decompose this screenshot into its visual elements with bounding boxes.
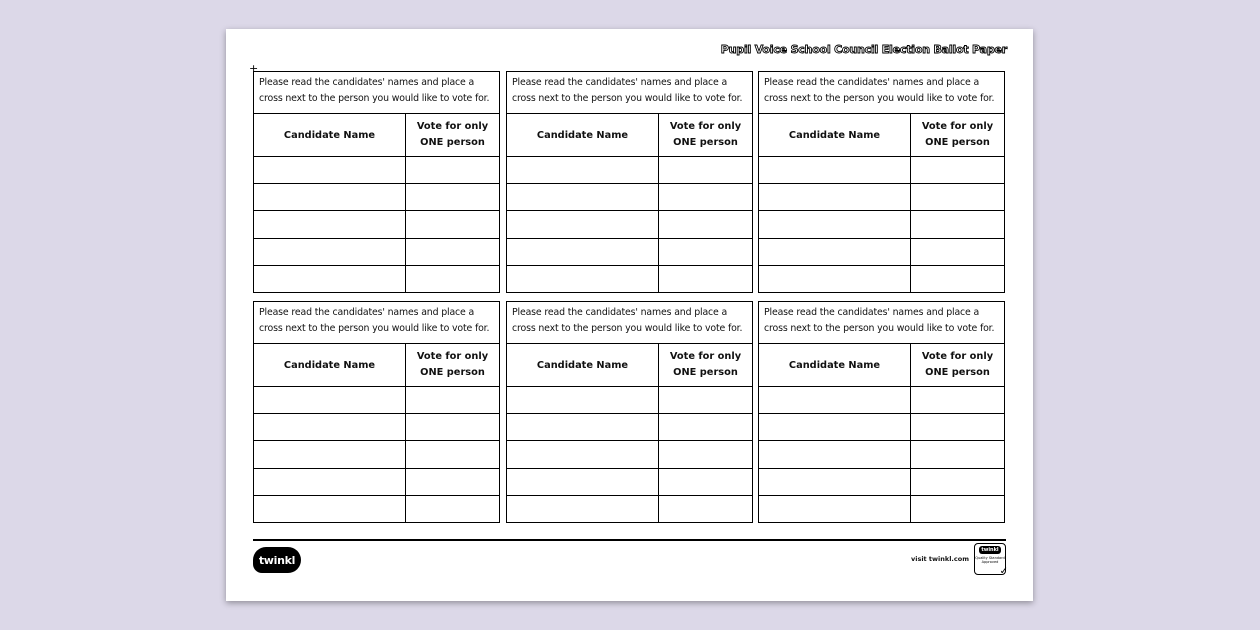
candidate-name-cell[interactable] [254,469,406,495]
candidate-name-cell[interactable] [507,239,659,265]
ballot-row [254,469,499,496]
vote-cell[interactable] [659,496,752,522]
ballot-row [759,157,1004,184]
ballot-instruction: Please read the candidates' names and place a cross next to the person you would like to vote for. [759,302,1004,344]
candidate-name-cell[interactable] [759,414,911,440]
ballot-row [759,469,1004,496]
quality-badge-icon [974,543,1006,575]
document-title: Pupil Voice School Council Election Ballot Paper [720,43,1007,56]
vote-cell[interactable] [911,239,1004,265]
ballot-row [254,211,499,238]
candidate-name-cell[interactable] [759,211,911,237]
badge-subtitle: Quality Standard Approved [975,556,1005,564]
ballot-row [507,157,752,184]
candidate-name-cell[interactable] [507,184,659,210]
candidate-name-cell[interactable] [254,441,406,467]
vote-cell[interactable] [911,441,1004,467]
ballot-header-row [759,344,1004,387]
candidate-name-cell[interactable] [254,496,406,522]
vote-cell[interactable] [406,239,499,265]
footer-divider [253,539,1006,541]
vote-cell[interactable] [659,157,752,183]
candidate-name-cell[interactable] [759,496,911,522]
vote-cell[interactable] [406,469,499,495]
vote-cell[interactable] [406,441,499,467]
candidate-name-cell[interactable] [507,211,659,237]
ballot-row [759,441,1004,468]
candidate-name-cell[interactable] [254,184,406,210]
candidate-name-cell[interactable] [254,239,406,265]
ballot-row [759,414,1004,441]
vote-cell[interactable] [406,266,499,292]
ballot-row [254,157,499,184]
candidate-name-cell[interactable] [254,387,406,413]
ballot-row [254,184,499,211]
ballot-row [254,441,499,468]
ballot-slip [253,301,500,523]
candidate-name-header: Candidate Name [759,114,911,156]
vote-cell[interactable] [406,211,499,237]
ballot-row [507,211,752,238]
candidate-name-header: Candidate Name [507,114,659,156]
candidate-name-cell[interactable] [507,414,659,440]
ballot-row [254,387,499,414]
ballot-row [759,387,1004,414]
vote-cell[interactable] [911,414,1004,440]
vote-cell[interactable] [659,266,752,292]
checkmark-icon: ✓ [999,566,1008,577]
vote-cell[interactable] [911,157,1004,183]
ballot-instruction: Please read the candidates' names and place a cross next to the person you would like to vote for. [507,302,752,344]
candidate-name-cell[interactable] [254,414,406,440]
ballot-header-row [254,114,499,157]
ballot-row [507,266,752,292]
candidate-name-cell[interactable] [759,184,911,210]
vote-cell[interactable] [659,414,752,440]
vote-cell[interactable] [911,266,1004,292]
vote-cell[interactable] [406,157,499,183]
vote-header: Vote for only ONE person [921,121,994,148]
ballot-row [254,496,499,522]
crop-mark: + [249,62,259,75]
vote-cell[interactable] [911,496,1004,522]
vote-header: Vote for only ONE person [416,351,489,378]
ballot-row [507,239,752,266]
ballot-slip [253,71,500,293]
ballot-header-row [759,114,1004,157]
badge-title: twinkl [981,547,999,553]
ballot-row [507,496,752,522]
visit-link[interactable]: visit twinkl.com [910,555,969,563]
candidate-name-cell[interactable] [759,239,911,265]
ballot-row [759,239,1004,266]
ballot-row [759,184,1004,211]
vote-cell[interactable] [659,387,752,413]
candidate-name-cell[interactable] [759,469,911,495]
ballot-row [254,266,499,292]
candidate-name-cell[interactable] [507,157,659,183]
vote-header: Vote for only ONE person [669,121,742,148]
candidate-name-cell[interactable] [507,441,659,467]
candidate-name-cell[interactable] [507,469,659,495]
candidate-name-cell[interactable] [507,387,659,413]
ballot-header-row [507,114,752,157]
candidate-name-header: Candidate Name [254,344,406,386]
vote-cell[interactable] [659,184,752,210]
ballot-row [507,469,752,496]
candidate-name-cell[interactable] [254,266,406,292]
ballot-slip [506,301,753,523]
candidate-name-cell[interactable] [254,157,406,183]
vote-header: Vote for only ONE person [921,351,994,378]
candidate-name-cell[interactable] [759,266,911,292]
ballot-row [254,239,499,266]
ballot-row [759,266,1004,292]
vote-cell[interactable] [406,496,499,522]
ballot-slip [758,301,1005,523]
ballot-slip [758,71,1005,293]
vote-cell[interactable] [406,414,499,440]
ballot-header-row [507,344,752,387]
candidate-name-cell[interactable] [759,387,911,413]
ballot-row [507,441,752,468]
ballot-header-row [254,344,499,387]
vote-cell[interactable] [659,239,752,265]
vote-cell[interactable] [911,387,1004,413]
ballot-row [254,414,499,441]
ballot-instruction: Please read the candidates' names and place a cross next to the person you would like to vote for. [254,72,499,114]
candidate-name-header: Candidate Name [254,114,406,156]
ballot-paper-page [226,29,1033,601]
ballot-instruction: Please read the candidates' names and place a cross next to the person you would like to vote for. [507,72,752,114]
ballot-row [507,414,752,441]
vote-cell[interactable] [911,469,1004,495]
ballot-instruction: Please read the candidates' names and place a cross next to the person you would like to vote for. [254,302,499,344]
vote-cell[interactable] [659,441,752,467]
ballot-instruction: Please read the candidates' names and place a cross next to the person you would like to vote for. [759,72,1004,114]
vote-cell[interactable] [659,469,752,495]
ballot-slip [506,71,753,293]
candidate-name-cell[interactable] [254,211,406,237]
candidate-name-header: Candidate Name [759,344,911,386]
vote-cell[interactable] [659,211,752,237]
ballot-row [507,184,752,211]
twinkl-logo: twinkl [253,547,301,573]
vote-cell[interactable] [406,184,499,210]
candidate-name-cell[interactable] [507,266,659,292]
vote-header: Vote for only ONE person [416,121,489,148]
vote-header: Vote for only ONE person [669,351,742,378]
candidate-name-cell[interactable] [759,157,911,183]
ballot-row [759,496,1004,522]
candidate-name-cell[interactable] [507,496,659,522]
ballot-row [507,387,752,414]
vote-cell[interactable] [406,387,499,413]
candidate-name-cell[interactable] [759,441,911,467]
candidate-name-header: Candidate Name [507,344,659,386]
ballot-row [759,211,1004,238]
vote-cell[interactable] [911,211,1004,237]
vote-cell[interactable] [911,184,1004,210]
